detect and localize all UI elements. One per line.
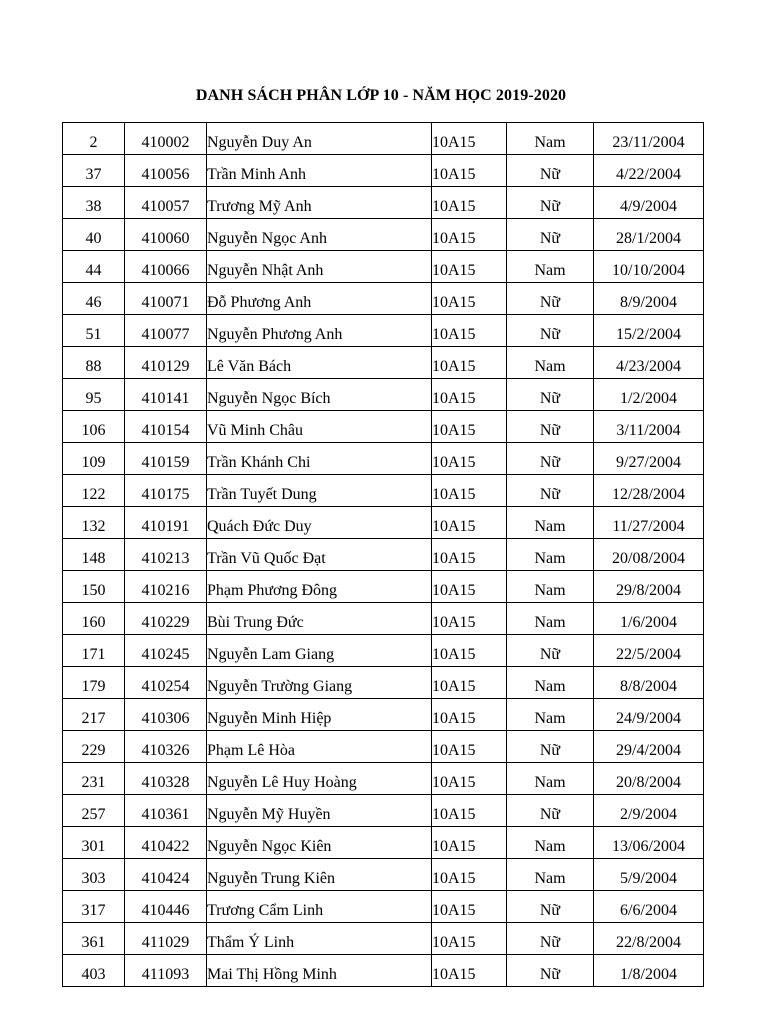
student-name-cell: Phạm Phương Đông: [207, 571, 432, 603]
student-id-cell: 410446: [125, 891, 207, 923]
row-number-cell: 257: [63, 795, 125, 827]
student-name-cell: Nguyễn Trung Kiên: [207, 859, 432, 891]
student-id-cell: 410056: [125, 155, 207, 187]
class-cell: 10A15: [432, 795, 507, 827]
student-id-cell: 410361: [125, 795, 207, 827]
gender-cell: Nam: [507, 539, 594, 571]
gender-cell: Nữ: [507, 955, 594, 987]
birth-date-cell: 6/6/2004: [594, 891, 704, 923]
table-row: [63, 571, 704, 603]
birth-date-cell: 5/9/2004: [594, 859, 704, 891]
student-id-cell: 410254: [125, 667, 207, 699]
row-number-cell: 150: [63, 571, 125, 603]
table-row: [63, 251, 704, 283]
class-cell: 10A15: [432, 667, 507, 699]
student-name-cell: Trần Vũ Quốc Đạt: [207, 539, 432, 571]
student-id-cell: 410077: [125, 315, 207, 347]
student-name-cell: Quách Đức Duy: [207, 507, 432, 539]
student-name-cell: Trần Minh Anh: [207, 155, 432, 187]
student-name-cell: Nguyễn Nhật Anh: [207, 251, 432, 283]
row-number-cell: 171: [63, 635, 125, 667]
gender-cell: Nữ: [507, 635, 594, 667]
class-cell: 10A15: [432, 603, 507, 635]
birth-date-cell: 10/10/2004: [594, 251, 704, 283]
row-number-cell: 106: [63, 411, 125, 443]
class-cell: 10A15: [432, 283, 507, 315]
gender-cell: Nam: [507, 347, 594, 379]
gender-cell: Nữ: [507, 379, 594, 411]
row-number-cell: 46: [63, 283, 125, 315]
table-row: [63, 827, 704, 859]
birth-date-cell: 8/8/2004: [594, 667, 704, 699]
gender-cell: Nam: [507, 603, 594, 635]
birth-date-cell: 23/11/2004: [594, 123, 704, 155]
row-number-cell: 231: [63, 763, 125, 795]
class-cell: 10A15: [432, 891, 507, 923]
gender-cell: Nam: [507, 507, 594, 539]
row-number-cell: 88: [63, 347, 125, 379]
class-cell: 10A15: [432, 379, 507, 411]
gender-cell: Nam: [507, 859, 594, 891]
table-row: [63, 443, 704, 475]
class-cell: 10A15: [432, 251, 507, 283]
student-id-cell: 410002: [125, 123, 207, 155]
row-number-cell: 317: [63, 891, 125, 923]
gender-cell: Nữ: [507, 411, 594, 443]
class-cell: 10A15: [432, 635, 507, 667]
gender-cell: Nữ: [507, 475, 594, 507]
gender-cell: Nữ: [507, 315, 594, 347]
table-row: [63, 955, 704, 987]
row-number-cell: 160: [63, 603, 125, 635]
gender-cell: Nam: [507, 827, 594, 859]
page-title: DANH SÁCH PHÂN LỚP 10 - NĂM HỌC 2019-2020: [195, 87, 567, 104]
student-name-cell: Mai Thị Hồng Minh: [207, 955, 432, 987]
student-name-cell: Trương Cẩm Linh: [207, 891, 432, 923]
student-id-cell: 410306: [125, 699, 207, 731]
row-number-cell: 403: [63, 955, 125, 987]
table-row: [63, 379, 704, 411]
gender-cell: Nữ: [507, 795, 594, 827]
birth-date-cell: 4/22/2004: [594, 155, 704, 187]
class-cell: 10A15: [432, 507, 507, 539]
table-row: [63, 155, 704, 187]
student-name-cell: Nguyễn Mỹ Huyền: [207, 795, 432, 827]
birth-date-cell: 20/08/2004: [594, 539, 704, 571]
student-id-cell: 410213: [125, 539, 207, 571]
student-name-cell: Trương Mỹ Anh: [207, 187, 432, 219]
row-number-cell: 51: [63, 315, 125, 347]
gender-cell: Nam: [507, 123, 594, 155]
student-name-cell: Nguyễn Lam Giang: [207, 635, 432, 667]
student-id-cell: 410175: [125, 475, 207, 507]
row-number-cell: 95: [63, 379, 125, 411]
student-list-body: [63, 123, 704, 987]
birth-date-cell: 20/8/2004: [594, 763, 704, 795]
gender-cell: Nữ: [507, 155, 594, 187]
class-cell: 10A15: [432, 923, 507, 955]
birth-date-cell: 22/5/2004: [594, 635, 704, 667]
row-number-cell: 40: [63, 219, 125, 251]
table-row: [63, 667, 704, 699]
student-name-cell: Lê Văn Bách: [207, 347, 432, 379]
student-id-cell: 410154: [125, 411, 207, 443]
birth-date-cell: 11/27/2004: [594, 507, 704, 539]
gender-cell: Nữ: [507, 219, 594, 251]
row-number-cell: 217: [63, 699, 125, 731]
row-number-cell: 179: [63, 667, 125, 699]
table-row: [63, 507, 704, 539]
row-number-cell: 38: [63, 187, 125, 219]
student-id-cell: 410424: [125, 859, 207, 891]
row-number-cell: 229: [63, 731, 125, 763]
gender-cell: Nữ: [507, 891, 594, 923]
table-row: [63, 923, 704, 955]
row-number-cell: 37: [63, 155, 125, 187]
row-number-cell: 148: [63, 539, 125, 571]
gender-cell: Nữ: [507, 923, 594, 955]
birth-date-cell: 1/6/2004: [594, 603, 704, 635]
row-number-cell: 301: [63, 827, 125, 859]
row-number-cell: 2: [63, 123, 125, 155]
table-row: [63, 123, 704, 155]
row-number-cell: 303: [63, 859, 125, 891]
student-id-cell: 410060: [125, 219, 207, 251]
table-row: [63, 603, 704, 635]
gender-cell: Nữ: [507, 731, 594, 763]
class-cell: 10A15: [432, 347, 507, 379]
gender-cell: Nữ: [507, 187, 594, 219]
table-row: [63, 347, 704, 379]
student-id-cell: 410057: [125, 187, 207, 219]
row-number-cell: 122: [63, 475, 125, 507]
student-name-cell: Đỗ Phương Anh: [207, 283, 432, 315]
student-name-cell: Nguyễn Ngọc Anh: [207, 219, 432, 251]
class-cell: 10A15: [432, 571, 507, 603]
table-row: [63, 891, 704, 923]
class-cell: 10A15: [432, 411, 507, 443]
birth-date-cell: 4/9/2004: [594, 187, 704, 219]
class-cell: 10A15: [432, 827, 507, 859]
class-cell: 10A15: [432, 731, 507, 763]
student-id-cell: 410229: [125, 603, 207, 635]
student-id-cell: 410191: [125, 507, 207, 539]
student-name-cell: Phạm Lê Hòa: [207, 731, 432, 763]
student-id-cell: 410245: [125, 635, 207, 667]
gender-cell: Nam: [507, 667, 594, 699]
student-name-cell: Nguyễn Trường Giang: [207, 667, 432, 699]
student-name-cell: Vũ Minh Châu: [207, 411, 432, 443]
table-row: [63, 795, 704, 827]
birth-date-cell: 4/23/2004: [594, 347, 704, 379]
class-cell: 10A15: [432, 219, 507, 251]
student-id-cell: 410066: [125, 251, 207, 283]
table-row: [63, 635, 704, 667]
student-id-cell: 410071: [125, 283, 207, 315]
birth-date-cell: 3/11/2004: [594, 411, 704, 443]
class-cell: 10A15: [432, 315, 507, 347]
table-row: [63, 283, 704, 315]
student-id-cell: 411093: [125, 955, 207, 987]
student-name-cell: Bùi Trung Đức: [207, 603, 432, 635]
student-name-cell: Nguyễn Duy An: [207, 123, 432, 155]
student-name-cell: Nguyễn Phương Anh: [207, 315, 432, 347]
table-row: [63, 315, 704, 347]
table-row: [63, 187, 704, 219]
gender-cell: Nam: [507, 571, 594, 603]
birth-date-cell: 12/28/2004: [594, 475, 704, 507]
student-id-cell: 410422: [125, 827, 207, 859]
table-row: [63, 219, 704, 251]
class-cell: 10A15: [432, 859, 507, 891]
student-list-table: [62, 122, 704, 987]
student-id-cell: 410216: [125, 571, 207, 603]
class-cell: 10A15: [432, 187, 507, 219]
table-row: [63, 859, 704, 891]
student-name-cell: Trần Tuyết Dung: [207, 475, 432, 507]
gender-cell: Nam: [507, 763, 594, 795]
student-id-cell: 410328: [125, 763, 207, 795]
birth-date-cell: 1/2/2004: [594, 379, 704, 411]
table-row: [63, 763, 704, 795]
student-name-cell: Thẩm Ý Linh: [207, 923, 432, 955]
table-row: [63, 411, 704, 443]
class-cell: 10A15: [432, 955, 507, 987]
birth-date-cell: 29/8/2004: [594, 571, 704, 603]
class-cell: 10A15: [432, 763, 507, 795]
birth-date-cell: 13/06/2004: [594, 827, 704, 859]
birth-date-cell: 9/27/2004: [594, 443, 704, 475]
table-row: [63, 539, 704, 571]
birth-date-cell: 29/4/2004: [594, 731, 704, 763]
birth-date-cell: 28/1/2004: [594, 219, 704, 251]
row-number-cell: 132: [63, 507, 125, 539]
gender-cell: Nam: [507, 251, 594, 283]
birth-date-cell: 1/8/2004: [594, 955, 704, 987]
table-row: [63, 731, 704, 763]
gender-cell: Nữ: [507, 443, 594, 475]
table-row: [63, 699, 704, 731]
class-cell: 10A15: [432, 155, 507, 187]
birth-date-cell: 15/2/2004: [594, 315, 704, 347]
birth-date-cell: 8/9/2004: [594, 283, 704, 315]
row-number-cell: 44: [63, 251, 125, 283]
student-id-cell: 410129: [125, 347, 207, 379]
student-id-cell: 410326: [125, 731, 207, 763]
birth-date-cell: 24/9/2004: [594, 699, 704, 731]
table-row: [63, 475, 704, 507]
row-number-cell: 109: [63, 443, 125, 475]
class-cell: 10A15: [432, 475, 507, 507]
student-name-cell: Nguyễn Ngọc Bích: [207, 379, 432, 411]
student-name-cell: Nguyễn Ngọc Kiên: [207, 827, 432, 859]
student-id-cell: 410141: [125, 379, 207, 411]
student-id-cell: 410159: [125, 443, 207, 475]
gender-cell: Nam: [507, 699, 594, 731]
student-name-cell: Nguyễn Minh Hiệp: [207, 699, 432, 731]
class-cell: 10A15: [432, 443, 507, 475]
row-number-cell: 361: [63, 923, 125, 955]
class-cell: 10A15: [432, 123, 507, 155]
class-cell: 10A15: [432, 699, 507, 731]
student-name-cell: Trần Khánh Chi: [207, 443, 432, 475]
class-cell: 10A15: [432, 539, 507, 571]
student-name-cell: Nguyễn Lê Huy Hoàng: [207, 763, 432, 795]
student-id-cell: 411029: [125, 923, 207, 955]
birth-date-cell: 22/8/2004: [594, 923, 704, 955]
birth-date-cell: 2/9/2004: [594, 795, 704, 827]
gender-cell: Nữ: [507, 283, 594, 315]
